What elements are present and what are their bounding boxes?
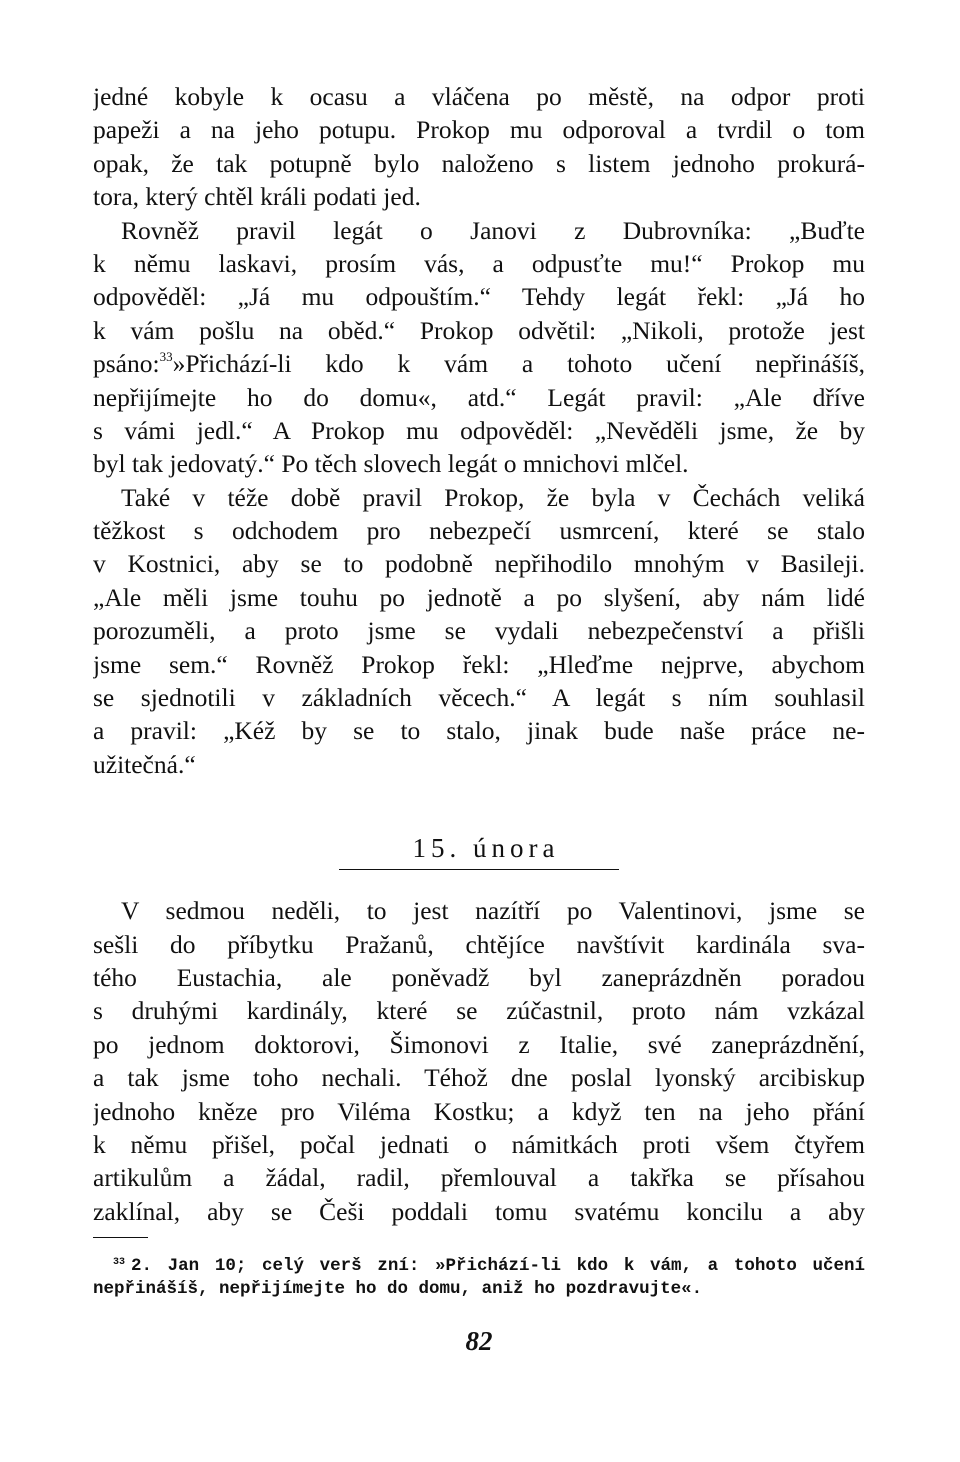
paragraph-1 <box>93 80 865 214</box>
text-line: tého Eustachia, ale poněvadž byl zaneprázdněn poradou <box>93 962 865 992</box>
footnote-text: 2. Jan 10; celý verš zní: »Přichází-li kdo k vám, a tohoto učení <box>131 1256 865 1277</box>
book-page <box>93 80 865 1358</box>
text-line: papeži a na jeho potupu. Prokop mu odporoval a tvrdil o tom <box>93 115 865 145</box>
text-line: V sedmou neděli, to jest nazítří po Valentinovi, jsme se <box>121 896 865 926</box>
text-line: se sjednotili v základních věcech.“ A legát s ním souhlasil <box>93 683 865 713</box>
text-line: k němu přišel, počal jednati o námitkách proti všem čtyřem <box>93 1129 865 1159</box>
text-line: byl tak jedovatý.“ Po těch slovech legát o mnichovi mlčel. <box>93 449 689 479</box>
footnote-text: nepřinášíš, nepřijímejte ho do domu, aniž ho pozdravujte«. <box>93 1279 703 1300</box>
text-line: artikulům a žádal, radil, přemlouval a takřka se přísahou <box>93 1163 865 1193</box>
text-line: po jednom doktorovi, Šimonovi z Italie, své zaneprázdnění, <box>93 1029 865 1059</box>
text-fragment: »Přichází-li kdo k vám a tohoto učení nepřinášíš, <box>172 349 865 379</box>
text-line: opak, že tak potupně bylo naloženo s listem jednoho prokurá- <box>93 148 865 178</box>
footnote <box>93 1250 865 1302</box>
section-heading: 15. února <box>412 833 560 864</box>
text-line: Také v téže době pravil Prokop, že byla v Čechách veliká <box>121 482 865 512</box>
paragraph-4 <box>93 894 865 1228</box>
text-line: k němu laskavi, prosím vás, a odpusťte mu!“ Prokop mu <box>93 248 865 278</box>
text-line: sešli do příbytku Pražanů, chtějíce navštívit kardinála sva- <box>93 929 865 959</box>
footnote-divider <box>93 1237 148 1238</box>
text-line: s vámi jedl.“ A Prokop mu odpověděl: „Nevěděli jsme, že by <box>93 415 865 445</box>
page-number: 82 <box>465 1326 493 1357</box>
text-line: jedné kobyle k ocasu a vláčena po městě, na odpor proti <box>93 82 865 111</box>
text-line: Rovněž pravil legát o Janovi z Dubrovníka: „Buďte <box>121 215 865 245</box>
text-line: těžkost s odchodem pro nebezpečí usmrcení, které se stalo <box>93 516 865 546</box>
text-line: nepřijímejte ho do domu«, atd.“ Legát pravil: „Ale dříve <box>93 382 865 412</box>
text-line: tora, který chtěl králi podati jed. <box>93 182 421 212</box>
text-line: a pravil: „Kéž by se to stalo, jinak bude naše práce ne- <box>93 716 865 746</box>
section-heading-block <box>93 831 865 870</box>
text-line-with-footnote-ref <box>93 347 865 380</box>
text-line: jednoho kněze pro Viléma Kostku; a když ten na jeho přání <box>93 1096 865 1126</box>
footnote-line <box>93 1250 865 1276</box>
text-fragment: psáno: <box>93 349 160 379</box>
text-line: odpověděl: „Já mu odpouštím.“ Tehdy legát řekl: „Já ho <box>93 282 865 312</box>
text-line: užitečná.“ <box>93 749 196 779</box>
text-line: a tak jsme toho nechali. Téhož dne poslal lyonský arcibiskup <box>93 1063 865 1093</box>
footnote-reference: 33 <box>159 349 173 365</box>
footnote-number: 33 <box>113 1257 126 1269</box>
text-line: „Ale měli jsme touhu po jednotě a po slyšení, aby nám lidé <box>93 582 865 612</box>
paragraph-3 <box>93 481 865 782</box>
text-line: v Kostnici, aby se to podobně nepřihodilo mnohým v Basileji. <box>93 549 865 579</box>
footnote-line <box>93 1276 865 1302</box>
text-line: k vám pošlu na oběd.“ Prokop odvětil: „Nikoli, protože jest <box>93 315 865 345</box>
text-line: s druhými kardinály, které se zúčastnil, proto nám vzkázal <box>93 996 865 1026</box>
paragraph-2 <box>93 214 865 481</box>
text-line: porozuměli, a proto jsme se vydali nebezpečenství a přišli <box>93 616 865 646</box>
text-line: zaklínal, aby se Češi poddali tomu svatému koncilu a aby <box>93 1196 865 1226</box>
heading-underline <box>339 869 619 870</box>
text-line: jsme sem.“ Rovněž Prokop řekl: „Hleďme nejprve, abychom <box>93 649 865 679</box>
